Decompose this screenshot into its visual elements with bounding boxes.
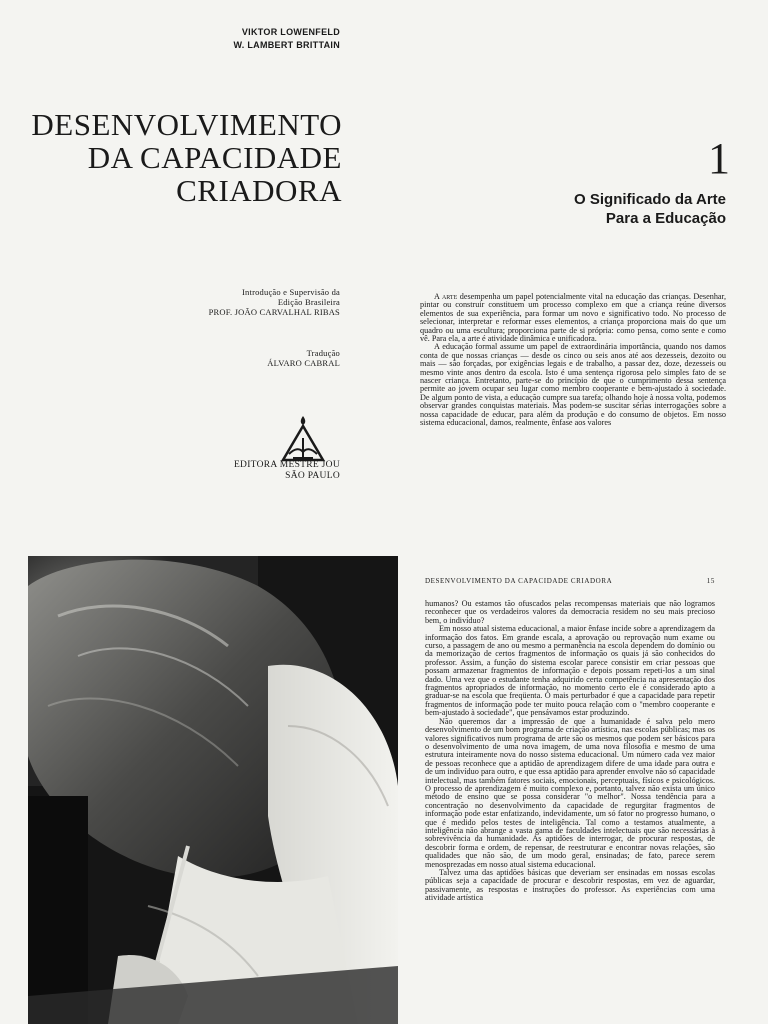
page-number: 15 [706,577,715,585]
paragraph: humanos? Ou estamos tão ofuscados pelas recompensas materiais que não logramos reconhecer que os verdadeiros valores da democracia residem no seu mais precioso bem, o indivíduo? [425,600,715,625]
publisher-logo-icon [278,414,328,464]
running-head [425,577,715,585]
book-title-line: CRIADORA [176,173,342,208]
author-name: VIKTOR LOWENFELD [241,27,340,37]
page-body-text [425,600,715,1024]
paragraph: Em nosso atual sistema educacional, a maior ênfase incide sobre a aprendizagem da informação dos fatos. Em grande escala, a aprovação ou reprovação num exame ou curso, a passagem de ano ou mesmo a permanência na escola dependem do domínio ou da memorização de certos fragmentos de informação os quais já são conhecidos do professor. Assim, a função do sistema escolar parece consistir em criar pessoas que possam armazenar fragmentos de informação e depois possam repeti-los a um sinal dado. Uma vez que o estudante tenha adquirido certa competência na apresentação dos fragmentos apropriados de informação, no momento certo ele é considerado apto a graduar-se na escola que freqüenta. O mais perturbador é que a capacidade para repetir fragmentos de informação pode ter muito pouca relação com o "membro cooperante e bem-ajustado à sociedade", que pensávamos estar produzindo. [425,624,715,718]
authors [180,26,340,52]
running-head-title: DESENVOLVIMENTO DA CAPACIDADE CRIADORA [425,577,613,585]
publisher-line: SÃO PAULO [285,471,340,481]
chapter-number: 1 [708,134,730,183]
credit-line: Introdução e Supervisão da [242,287,340,297]
publisher-line: EDITORA MESTRE JOU [233,460,340,470]
paragraph [420,293,726,343]
paragraph: Talvez uma das aptidões básicas que deveriam ser ensinadas em nossas escolas públicas seja a capacidade de procurar e descobrir respostas, em vez de aguardar, passivamente, as respostas e instruções do professor. As experiências com uma atividade artística [425,868,715,903]
lead-word: A arte [434,293,458,301]
credit-line: Tradução [306,348,340,358]
credit-line: ÁLVARO CABRAL [267,358,340,368]
book-title-line: DA CAPACIDADE [87,140,342,175]
chapter-intro-text [420,293,726,529]
child-drawing-photo [28,556,398,1024]
book-title-line: DESENVOLVIMENTO [31,107,342,142]
credit-line: Edição Brasileira [277,297,340,307]
chapter-title-line: Para a Educação [605,210,726,227]
paragraph-text: desempenha um papel potencialmente vital na educação das crianças. Desenhar, pintar ou construir constituem um processo complexo em que a criança reúne diversos elementos de sua experiência, para formar um novo e significativo todo. No processo de selecionar, interpretar e reformar esses elementos, a criança proporciona mais do que um quadro ou uma escultura; proporciona parte de si própria: como pensa, como sente e como vê. Para ela, a arte é atividade dinâmica e unificadora. [420,293,726,344]
book-title [20,108,342,207]
paragraph: Não queremos dar a impressão de que a humanidade é salva pelo mero desenvolvimento de um bom programa de criação artística, nas escolas públicas; mas os valores significativos num programa de arte são os mesmos que podem ser básicos para o desenvolvimento de uma nova imagem, de uma nova filosofia e mesmo de uma estrutura inteiramente nova do nosso sistema educacional. Um número cada vez maior de pessoas reconhece que a aptidão de aprendizagem difere de uma idade para outra e de um indivíduo para outro, e que essa aptidão para aprender envolve não só capacidade intelectual, mas também fatores sociais, emocionais, perceptuais, físicos e psicológicos. O processo de aprendizagem é muito complexo e, portanto, talvez não exista um único método de ensino que se possa considerar "o melhor". Nossa tendência para a concentração no desenvolvimento da capacidade de regurgitar fragmentos de informação pode estar enfatizando, indevidamente, um só fator no progresso humano, o que é medido pelos testes de inteligência. Tal como a testamos atualmente, a inteligência não abrange a vasta gama de faculdades intelectuais que são necessárias à sobrevivência da humanidade. As aptidões de interrogar, de procurar respostas, de descobrir forma e ordem, de repensar, de reestruturar e encontrar novas relações, são qualidades que não são, de um modo geral, ensinadas; de fato, parece serem menosprezadas em nosso atual sistema educacional. [425,716,715,869]
paragraph: A educação formal assume um papel de extraordinária importância, quando nos damos conta de que nossas crianças — desde os cinco ou seis anos até aos dezesseis, dezoito ou mais — são forçadas, por exigências legais e de trabalho, a passar dez, doze, dezesseis ou mesmo vinte anos dentro da escola. Isto é uma sentença rigorosa pelo simples fato de se nascer criança. Entretanto, parte-se do princípio de que o cumprimento dessa sentença permite ao jovem ocupar seu lugar como membro cooperante e bem-ajustado à sociedade. De algum ponto de vista, a educação cumpre sua tarefa; olhando hoje à nossa volta, podemos observar grandes conquistas materiais. Mas podem-se suscitar sérias interrogações sobre a nossa capacidade de educar, para além da produção e do consumo de objetos. Em nosso sistema educacional, damos, realmente, ênfase aos valores [420,342,726,428]
introduction-credit [150,287,340,317]
publisher [200,460,340,482]
credit-line: PROF. JOÃO CARVALHAL RIBAS [208,307,340,317]
chapter-title [470,190,726,228]
translation-credit [150,348,340,368]
chapter-title-line: O Significado da Arte [574,191,726,208]
author-name: W. LAMBERT BRITTAIN [233,40,340,50]
